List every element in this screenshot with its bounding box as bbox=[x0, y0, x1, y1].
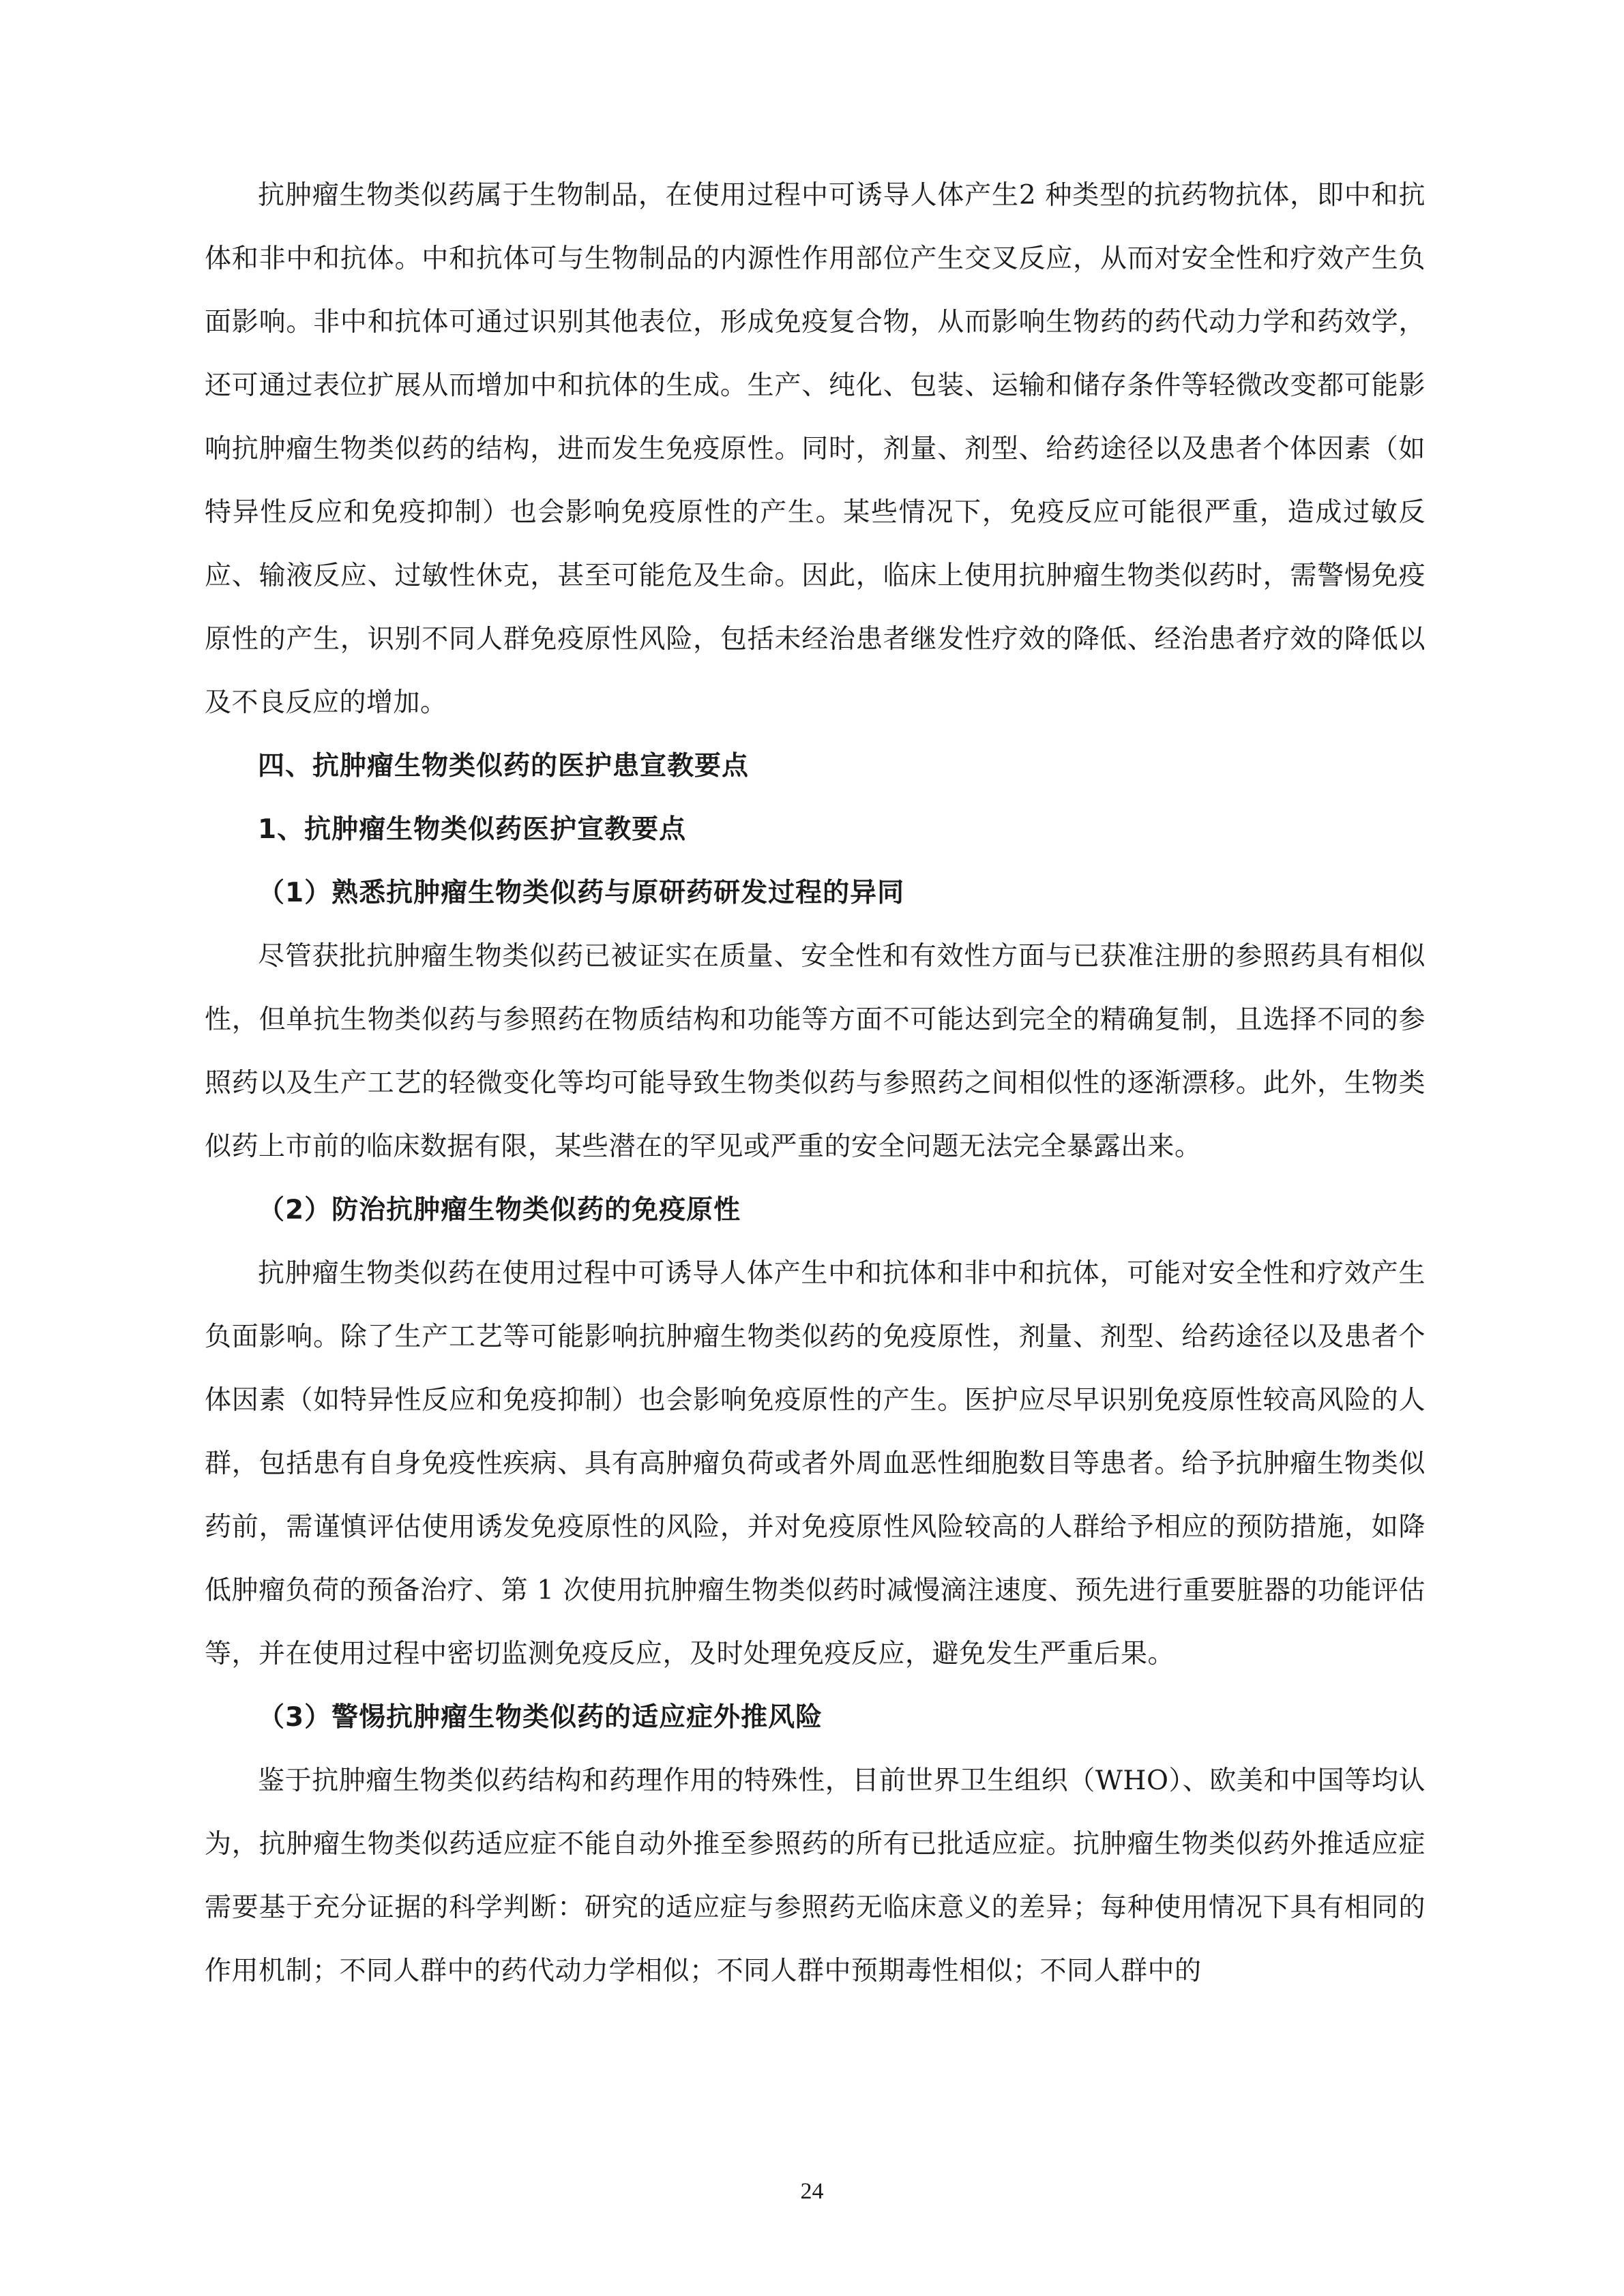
paragraph-immunogenicity-intro: 抗肿瘤生物类似药属于生物制品，在使用过程中可诱导人体产生2 种类型的抗药物抗体，即中和抗体和非中和抗体。中和抗体可与生物制品的内源性作用部位产生交叉反应，从而对安全性和疗效产生负面影响。非中和抗体可通过识别其他表位，形成免疫复合物，从而影响生物药的药代动力学和药效学，还可通过表位扩展从而增加中和抗体的生成。生产、纯化、包装、运输和储存条件等轻微改变都可能影响抗肿瘤生物类似药的结构，进而发生免疫原性。同时，剂量、剂型、给药途径以及患者个体因素（如特异性反应和免疫抑制）也会影响免疫原性的产生。某些情况下，免疫反应可能很严重，造成过敏反应、输液反应、过敏性休克，甚至可能危及生命。因此，临床上使用抗肿瘤生物类似药时，需警惕免疫原性的产生，识别不同人群免疫原性风险，包括未经治患者继发性疗效的降低、经治患者疗效的降低以及不良反应的增加。 bbox=[205, 180, 1426, 718]
document-body bbox=[205, 164, 1426, 2003]
paragraph-similarity: 尽管获批抗肿瘤生物类似药已被证实在质量、安全性和有效性方面与已获准注册的参照药具有相似性，但单抗生物类似药与参照药在物质结构和功能等方面不可能达到完全的精确复制，且选择不同的参照药以及生产工艺的轻微变化等均可能导致生物类似药与参照药之间相似性的逐渐漂移。此外，生物类似药上市前的临床数据有限，某些潜在的罕见或严重的安全问题无法完全暴露出来。 bbox=[205, 941, 1426, 1162]
subsection-heading-1: 1、抗肿瘤生物类似药医护宣教要点 bbox=[258, 814, 687, 845]
page-number: 24 bbox=[800, 2179, 824, 2204]
paragraph-indication-extrapolation: 鉴于抗肿瘤生物类似药结构和药理作用的特殊性，目前世界卫生组织（WHO）、欧美和中国等均认为，抗肿瘤生物类似药适应症不能自动外推至参照药的所有已批适应症。抗肿瘤生物类似药外推适应症需要基于充分证据的科学判断：研究的适应症与参照药无临床意义的差异；每种使用情况下具有相同的作用机制；不同人群中的药代动力学相似；不同人群中预期毒性相似；不同人群中的 bbox=[205, 1765, 1426, 1986]
item-heading-3: （3）警惕抗肿瘤生物类似药的适应症外推风险 bbox=[258, 1702, 823, 1733]
section-heading-4: 四、抗肿瘤生物类似药的医护患宣教要点 bbox=[258, 751, 750, 781]
paragraph-immunogenicity-prevention: 抗肿瘤生物类似药在使用过程中可诱导人体产生中和抗体和非中和抗体，可能对安全性和疗效产生负面影响。除了生产工艺等可能影响抗肿瘤生物类似药的免疫原性，剂量、剂型、给药途径以及患者个体因素（如特异性反应和免疫抑制）也会影响免疫原性的产生。医护应尽早识别免疫原性较高风险的人群，包括患有自身免疫性疾病、具有高肿瘤负荷或者外周血恶性细胞数目等患者。给予抗肿瘤生物类似药前，需谨慎评估使用诱发免疫原性的风险，并对免疫原性风险较高的人群给予相应的预防措施，如降低肿瘤负荷的预备治疗、第 1 次使用抗肿瘤生物类似药时减慢滴注速度、预先进行重要脏器的功能评估等，并在使用过程中密切监测免疫反应，及时处理免疫反应，避免发生严重后果。 bbox=[205, 1258, 1426, 1669]
item-heading-2: （2）防治抗肿瘤生物类似药的免疫原性 bbox=[258, 1195, 741, 1225]
item-heading-1: （1）熟悉抗肿瘤生物类似药与原研药研发过程的异同 bbox=[258, 878, 905, 908]
